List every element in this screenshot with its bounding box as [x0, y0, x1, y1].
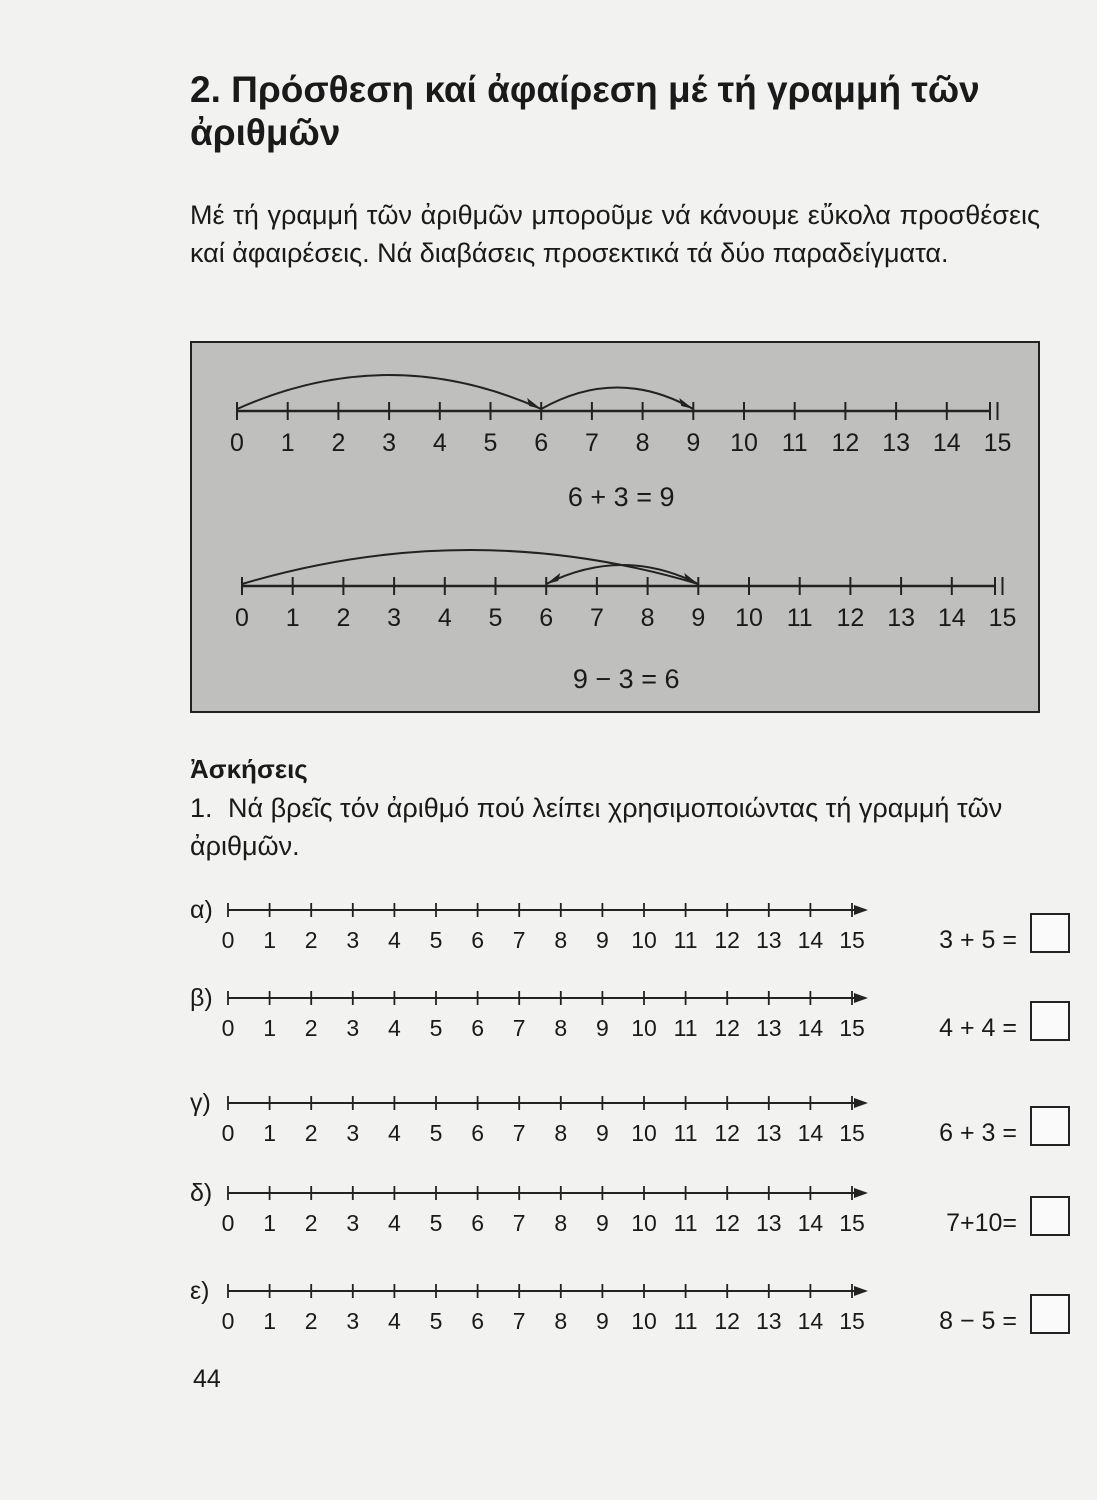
exercise-3-tick-label: 2 [304, 1120, 318, 1146]
exercise-3-tick-label: 1 [263, 1120, 276, 1146]
exercise-5-label: ε) [190, 1277, 210, 1305]
example-2-tick-label: 8 [640, 604, 655, 632]
exercise-1-tick-label: 7 [512, 927, 526, 953]
exercise-2-tick-label: 6 [471, 1015, 484, 1041]
example-2-tick-label: 6 [539, 604, 554, 632]
exercise-4-tick-label: 14 [797, 1210, 824, 1236]
exercise-3-label: γ) [190, 1089, 211, 1117]
exercise-2-label: β) [190, 984, 213, 1012]
exercise-3-answer-box[interactable] [1031, 1107, 1069, 1145]
exercise-5-tick-label: 5 [429, 1308, 443, 1334]
exercise-4-label: δ) [190, 1179, 213, 1207]
example-1-tick-label: 5 [483, 429, 498, 457]
exercise-1-tick-label: 4 [388, 927, 401, 953]
exercise-2-tick-label: 11 [673, 1015, 698, 1041]
exercise-1-answer-box[interactable] [1031, 914, 1069, 952]
exercise-1-tick-label: 9 [596, 927, 609, 953]
exercise-1-tick-label: 14 [797, 927, 824, 953]
exercise-4-tick-label: 5 [429, 1210, 443, 1236]
exercise-5-tick-label: 15 [839, 1308, 865, 1334]
example-1-tick-label: 7 [584, 429, 599, 457]
exercise-4-tick-label: 10 [631, 1210, 657, 1236]
exercise-2-equation: 4 + 4 = [939, 1014, 1017, 1042]
exercise-3-tick-label: 4 [388, 1120, 401, 1146]
example-1-tick-label: 4 [432, 429, 447, 457]
exercise-3-axis-arrowhead [854, 1098, 868, 1108]
exercise-3-tick-label: 10 [631, 1120, 657, 1146]
exercise-2-tick-label: 3 [346, 1015, 360, 1041]
example-2-tick-label: 12 [836, 604, 865, 632]
example-2-tick-label: 13 [887, 604, 916, 632]
example-1-tick-label: 1 [280, 429, 295, 457]
page-number: 44 [193, 1365, 221, 1393]
example-2-tick-label: 3 [387, 604, 402, 632]
exercise-3-tick-label: 9 [596, 1120, 609, 1146]
example-2-tick-label: 2 [336, 604, 351, 632]
exercise-4-equation: 7+10= [946, 1209, 1017, 1237]
section-title: 2. Πρόσθεση καί ἀφαίρεση μέ τή γραμμή τῶν ἀριθμῶν [190, 69, 980, 153]
example-2-tick-label: 14 [937, 604, 966, 632]
exercise-number: 1. [190, 793, 213, 823]
exercise-4-tick-label: 13 [756, 1210, 782, 1236]
exercise-2-tick-label: 8 [554, 1015, 568, 1041]
exercise-2-tick-label: 9 [596, 1015, 609, 1041]
exercise-4-tick-label: 6 [471, 1210, 484, 1236]
exercise-1-tick-label: 15 [839, 927, 865, 953]
exercise-1-tick-label: 8 [554, 927, 568, 953]
example-1-tick-label: 8 [635, 429, 650, 457]
example-2-tick-label: 11 [786, 604, 813, 632]
exercise-1-tick-label: 0 [221, 927, 235, 953]
exercise-3-tick-label: 11 [673, 1120, 698, 1146]
example-2-tick-label: 10 [735, 604, 763, 632]
example-2-tick-label: 5 [488, 604, 503, 632]
example-1-tick-label: 15 [983, 429, 1012, 457]
exercise-5-equation: 8 − 5 = [939, 1307, 1017, 1335]
exercise-4-tick-label: 11 [673, 1210, 698, 1236]
exercise-3-tick-label: 6 [471, 1120, 484, 1146]
exercise-1-tick-label: 2 [304, 927, 318, 953]
exercise-2-tick-label: 10 [631, 1015, 657, 1041]
exercise-2-tick-label: 15 [839, 1015, 865, 1041]
exercise-5-tick-label: 7 [512, 1308, 526, 1334]
exercise-5-tick-label: 14 [797, 1308, 824, 1334]
example-1-tick-label: 0 [230, 429, 244, 457]
exercise-3-equation: 6 + 3 = [939, 1119, 1017, 1147]
exercise-3-tick-label: 0 [221, 1120, 235, 1146]
example-1-tick-label: 11 [781, 429, 808, 457]
exercise-2-tick-label: 5 [429, 1015, 443, 1041]
example-2-tick-label: 0 [235, 604, 249, 632]
exercise-4-tick-label: 4 [388, 1210, 401, 1236]
example-2-equation: 9 − 3 = 6 [572, 664, 680, 694]
exercise-2-tick-label: 0 [221, 1015, 235, 1041]
exercise-2-tick-label: 12 [714, 1015, 740, 1041]
example-1-tick-label: 14 [932, 429, 961, 457]
exercise-4-tick-label: 8 [554, 1210, 568, 1236]
example-1-tick-label: 2 [331, 429, 346, 457]
example-2-tick-label: 15 [988, 604, 1017, 632]
exercise-2-tick-label: 13 [756, 1015, 782, 1041]
example-2-tick-label: 4 [437, 604, 452, 632]
exercise-2-tick-label: 1 [263, 1015, 276, 1041]
exercise-5-tick-label: 3 [346, 1308, 360, 1334]
exercise-4-tick-label: 2 [304, 1210, 318, 1236]
exercise-5-tick-label: 4 [388, 1308, 401, 1334]
example-2-tick-label: 7 [589, 604, 604, 632]
exercise-3-tick-label: 15 [839, 1120, 865, 1146]
exercise-4-answer-box[interactable] [1031, 1197, 1069, 1235]
example-1-equation: 6 + 3 = 9 [567, 482, 675, 512]
exercise-4-tick-label: 9 [596, 1210, 609, 1236]
intro-paragraph: Μέ τή γραμμή τῶν ἀριθμῶν μποροῦμε νά κάνουμε εὔκολα προσθέσεις καί ἀφαιρέσεις. Νά διαβάσεις προσεκτικά τά δύο παραδείγματα. [190, 200, 1040, 268]
exercise-5-tick-label: 1 [263, 1308, 276, 1334]
exercise-4-tick-label: 1 [263, 1210, 276, 1236]
exercise-5-axis-arrowhead [854, 1286, 868, 1296]
exercise-4-tick-label: 15 [839, 1210, 865, 1236]
exercise-2-answer-box[interactable] [1031, 1002, 1069, 1040]
exercise-1-tick-label: 10 [631, 927, 657, 953]
exercise-3-tick-label: 5 [429, 1120, 443, 1146]
exercise-instruction-text: Νά βρεῖς τόν ἀριθμό πού λείπει χρησιμοποιώντας τή γραμμή τῶν ἀριθμῶν. [190, 793, 1003, 861]
exercise-4-tick-label: 7 [512, 1210, 526, 1236]
example-2-tick-label: 9 [691, 604, 706, 632]
exercise-5-tick-label: 10 [631, 1308, 657, 1334]
exercise-5-tick-label: 11 [673, 1308, 698, 1334]
exercise-1-tick-label: 6 [471, 927, 484, 953]
example-1-tick-label: 6 [534, 429, 549, 457]
exercise-4-tick-label: 0 [221, 1210, 235, 1236]
example-1-tick-label: 12 [831, 429, 860, 457]
exercise-3-tick-label: 8 [554, 1120, 568, 1146]
exercise-2-tick-label: 4 [388, 1015, 401, 1041]
example-1-tick-label: 9 [686, 429, 701, 457]
exercise-2-tick-label: 7 [512, 1015, 526, 1041]
exercise-1-tick-label: 13 [756, 927, 782, 953]
exercise-1-tick-label: 1 [263, 927, 276, 953]
exercise-3-tick-label: 13 [756, 1120, 782, 1146]
exercise-3-tick-label: 3 [346, 1120, 360, 1146]
exercise-1-tick-label: 12 [714, 927, 740, 953]
exercise-5-tick-label: 12 [714, 1308, 740, 1334]
exercise-1-equation: 3 + 5 = [939, 926, 1017, 954]
exercises-heading: Ἀσκήσεις [190, 754, 308, 784]
example-1-tick-label: 3 [382, 429, 397, 457]
example-1-tick-label: 10 [730, 429, 758, 457]
exercise-3-tick-label: 12 [714, 1120, 740, 1146]
exercise-4-tick-label: 3 [346, 1210, 360, 1236]
exercise-3-tick-label: 14 [797, 1120, 824, 1146]
exercise-2-tick-label: 14 [797, 1015, 824, 1041]
exercise-5-tick-label: 13 [756, 1308, 782, 1334]
exercise-2-tick-label: 2 [304, 1015, 318, 1041]
exercise-5-tick-label: 9 [596, 1308, 609, 1334]
example-2-tick-label: 1 [285, 604, 300, 632]
exercise-4-axis-arrowhead [854, 1188, 868, 1198]
exercise-1-tick-label: 11 [673, 927, 698, 953]
example-1-tick-label: 13 [882, 429, 911, 457]
exercise-1-tick-label: 3 [346, 927, 360, 953]
exercise-5-tick-label: 8 [554, 1308, 568, 1334]
exercise-1-tick-label: 5 [429, 927, 443, 953]
exercise-5-tick-label: 6 [471, 1308, 484, 1334]
exercise-5-answer-box[interactable] [1031, 1295, 1069, 1333]
exercise-2-axis-arrowhead [854, 993, 868, 1003]
exercise-3-tick-label: 7 [512, 1120, 526, 1146]
exercise-4-tick-label: 12 [714, 1210, 740, 1236]
exercise-1-axis-arrowhead [854, 905, 868, 915]
exercise-5-tick-label: 0 [221, 1308, 235, 1334]
exercise-5-tick-label: 2 [304, 1308, 318, 1334]
exercise-1-label: α) [190, 896, 213, 924]
